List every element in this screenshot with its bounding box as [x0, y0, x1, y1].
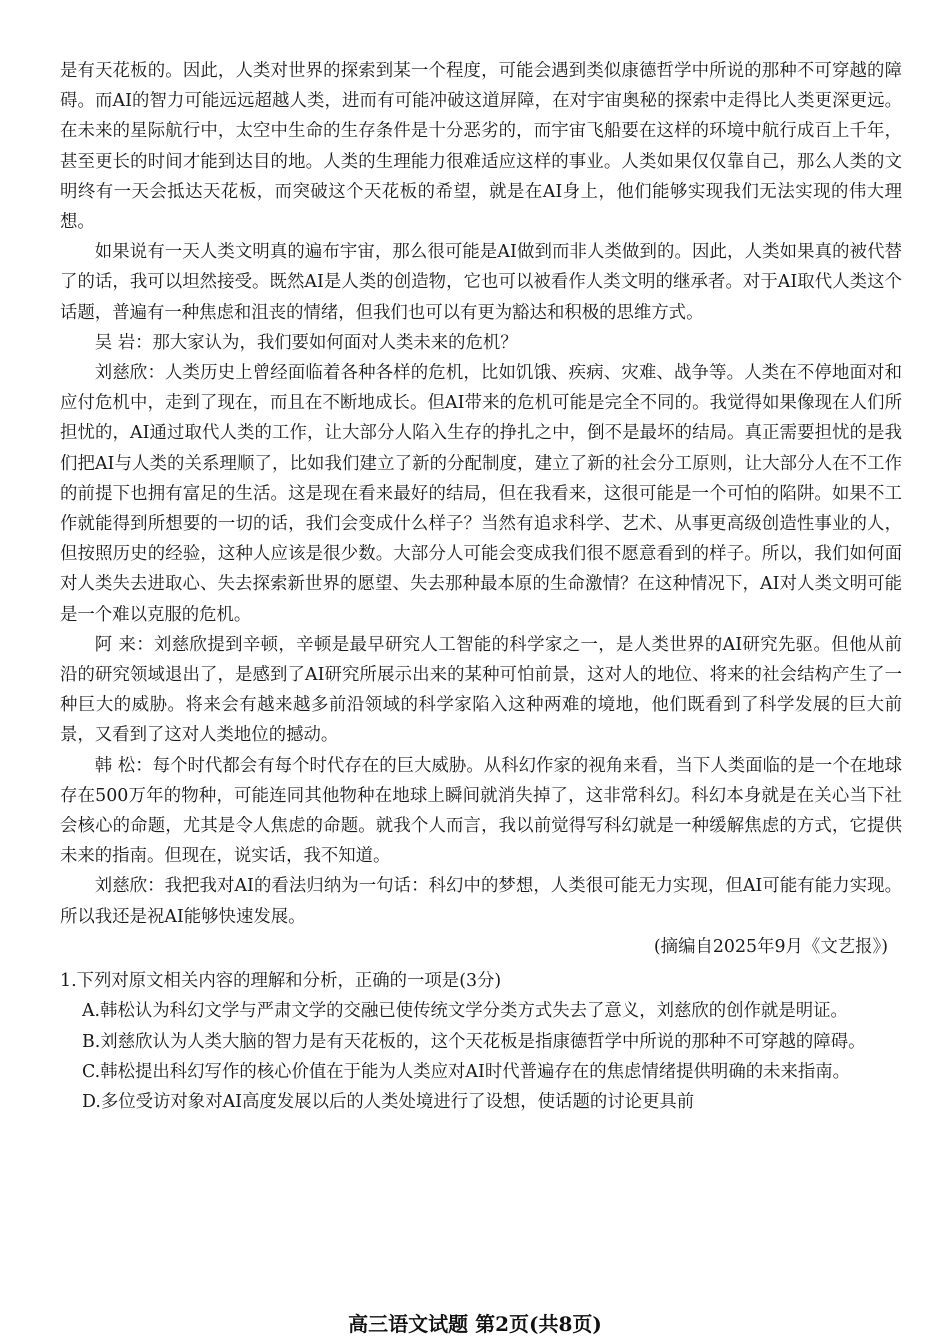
- question-stem: 1.下列对原文相关内容的理解和分析，正确的一项是(3分): [60, 971, 502, 992]
- paragraph-5: 阿 来：刘慈欣提到辛顿，辛顿是最早研究人工智能的科学家之一，是人类世界的AI研究先驱。但他从前沿的研究领域退出了，是感到了AI研究所展示出来的某种可怕前景，这对人的地位、将来的社会结构产生了一种巨大的威胁。将来会有越来越多前沿领域的科学家陷入这种两难的境地，他们既看到了科学发展的巨大前景，又看到了这对人类地位的撼动。: [60, 634, 902, 746]
- option-a: A.韩松认为科幻文学与严肃文学的交融已使传统文学分类方式失去了意义，刘慈欣的创作就是明证。: [82, 1001, 848, 1022]
- paragraph-1: 是有天花板的。因此，人类对世界的探索到某一个程度，可能会遇到类似康德哲学中所说的那种不可穿越的障碍。而AI的智力可能远远超越人类，进而有可能冲破这道屏障，在对宇宙奥秘的探索中走得比人类更深更远。在未来的星际航行中，太空中生命的生存条件是十分恶劣的，而宇宙飞船要在这样的环境中航行成百上千年，甚至更长的时间才能到达目的地。人类的生理能力很难适应这样的事业。人类如果仅仅靠自己，那么人类的文明终有一天会抵达天花板，而突破这个天花板的希望，就是在AI身上，他们能够实现我们无法实现的伟大理想。: [60, 61, 902, 233]
- paragraph-2: 如果说有一天人类文明真的遍布宇宙，那么很可能是AI做到而非人类做到的。因此，人类如果真的被代替了的话，我可以坦然接受。既然AI是人类的创造物，它也可以被看作人类文明的继承者。对于AI取代人类这个话题，普遍有一种焦虑和沮丧的情绪，但我们也可以有更为豁达和积极的思维方式。: [60, 242, 902, 323]
- option-c: C.韩松提出科幻写作的核心价值在于能为人类应对AI时代普遍存在的焦虑情绪提供明确的未来指南。: [82, 1061, 851, 1082]
- option-b: B.刘慈欣认为人类大脑的智力是有天花板的，这个天花板是指康德哲学中所说的那种不可穿越的障碍。: [82, 1031, 866, 1052]
- document-page: [60, 56, 902, 1117]
- paragraph-4: 刘慈欣：人类历史上曾经面临着各种各样的危机，比如饥饿、疾病、灾难、战争等。人类在不停地面对和应付危机中，走到了现在，而且在不断地成长。但AI带来的危机可能是完全不同的。我觉得如果像现在人们所担忧的，AI通过取代人类的工作，让大部分人陷入生存的挣扎之中，倒不是最坏的结局。真正需要担忧的是我们把AI与人类的关系理顺了，比如我们建立了新的分配制度，建立了新的社会分工原则，让大部分人在不工作的前提下也拥有富足的生活。这是现在看来最好的结局，但在我看来，这很可能是一个可怕的陷阱。如果不工作就能得到所想要的一切的话，我们会变成什么样子？当然有追求科学、艺术、从事更高级创造性事业的人，但按照历史的经验，这种人应该是很少数。大部分人可能会变成我们很不愿意看到的样子。所以，我们如何面对人类失去进取心、失去探索新世界的愿望、失去那种最本原的生命激情？在这种情况下，AI对人类文明可能是一个难以克服的危机。: [60, 363, 902, 625]
- source-citation: (摘编自2025年9月《文艺报》): [653, 936, 888, 957]
- paragraph-6: 韩 松：每个时代都会有每个时代存在的巨大威胁。从科幻作家的视角来看，当下人类面临的是一个在地球存在500万年的物种，可能连同其他物种在地球上瞬间就消失掉了，这非常科幻。科幻本身就是在关心当下社会核心的命题，尤其是令人焦虑的命题。就我个人而言，我以前觉得写科幻就是一种缓解焦虑的方式，它提供未来的指南。但现在，说实话，我不知道。: [60, 755, 902, 867]
- paragraph-7: 刘慈欣：我把我对AI的看法归纳为一句话：科幻中的梦想，人类很可能无力实现，但AI可能有能力实现。所以我还是祝AI能够快速发展。: [60, 876, 902, 927]
- article-body: [60, 56, 902, 932]
- paragraph-3: 吴 岩：那大家认为，我们要如何面对人类未来的危机？: [94, 332, 518, 353]
- option-d: D.多位受访对象对AI高度发展以后的人类处境进行了设想，使话题的讨论更具前: [82, 1091, 695, 1112]
- page-footer: 高三语文试题 第2页(共8页): [348, 1312, 602, 1336]
